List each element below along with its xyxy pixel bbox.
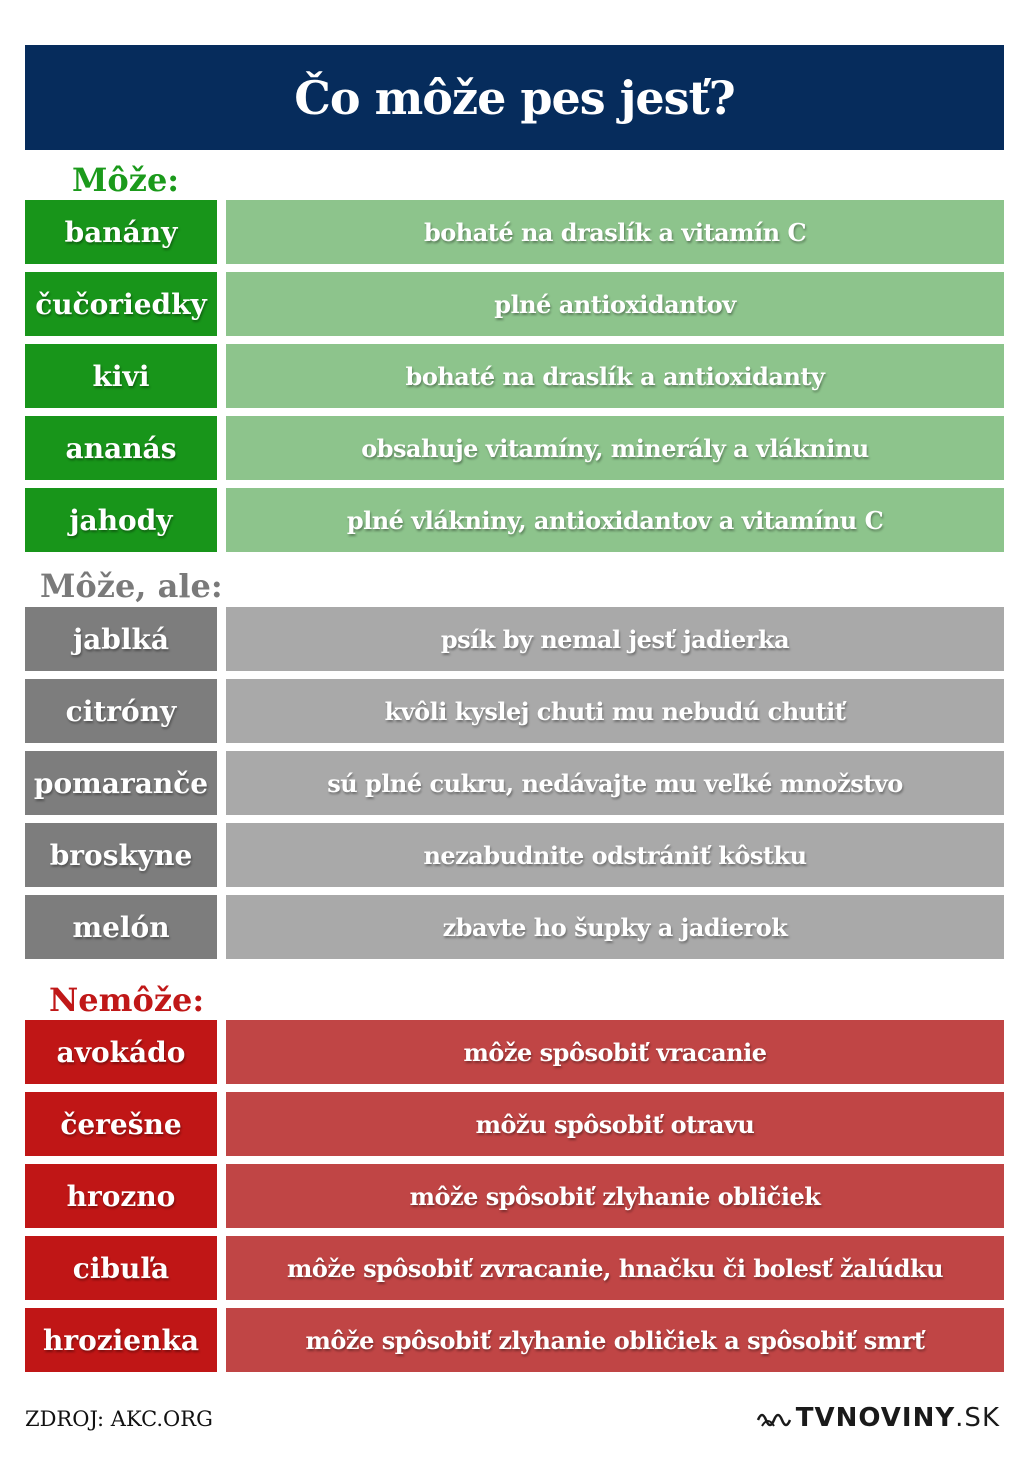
fruit-note: môže spôsobiť zlyhanie obličiek	[226, 1164, 1004, 1228]
fruit-row	[25, 607, 1004, 671]
logo-tld: .SK	[955, 1403, 1000, 1433]
fruit-name: pomaranče	[25, 751, 217, 815]
logo-brand: TVNOVINY	[795, 1403, 956, 1433]
fruit-name: ananás	[25, 416, 217, 480]
fruit-row	[25, 1164, 1004, 1228]
fruit-row	[25, 488, 1004, 552]
fruit-name: banány	[25, 200, 217, 264]
fruit-note: psík by nemal jesť jadierka	[226, 607, 1004, 671]
page-header	[25, 45, 1004, 150]
fruit-note: bohaté na draslík a vitamín C	[226, 200, 1004, 264]
fruit-name: citróny	[25, 679, 217, 743]
fruit-row	[25, 344, 1004, 408]
fruit-row	[25, 200, 1004, 264]
fruit-name: hrozno	[25, 1164, 217, 1228]
fruit-note: bohaté na draslík a antioxidanty	[226, 344, 1004, 408]
fruit-name: jablká	[25, 607, 217, 671]
fruit-row	[25, 895, 1004, 959]
fruit-name: avokádo	[25, 1020, 217, 1084]
fruit-name: hrozienka	[25, 1308, 217, 1372]
fruit-note: nezabudnite odstrániť kôstku	[226, 823, 1004, 887]
fruit-note: sú plné cukru, nedávajte mu veľké množstvo	[226, 751, 1004, 815]
fruit-note: môže spôsobiť vracanie	[226, 1020, 1004, 1084]
fruit-name: kivi	[25, 344, 217, 408]
fruit-row	[25, 272, 1004, 336]
fruit-note: zbavte ho šupky a jadierok	[226, 895, 1004, 959]
page-title: Čo môže pes jesť?	[294, 70, 735, 125]
fruit-note: môže spôsobiť zlyhanie obličiek a spôsobiť smrť	[226, 1308, 1004, 1372]
fruit-row	[25, 1020, 1004, 1084]
fruit-name: jahody	[25, 488, 217, 552]
fruit-row	[25, 679, 1004, 743]
fruit-row	[25, 1236, 1004, 1300]
section-label-yes: Môže:	[72, 161, 180, 199]
fruit-row	[25, 416, 1004, 480]
section-label-maybe: Môže, ale:	[40, 567, 223, 605]
fruit-note: plné vlákniny, antioxidantov a vitamínu C	[226, 488, 1004, 552]
fruit-note: kvôli kyslej chuti mu nebudú chutiť	[226, 679, 1004, 743]
fruit-name: čerešne	[25, 1092, 217, 1156]
fruit-row	[25, 1092, 1004, 1156]
fruit-note: môže spôsobiť zvracanie, hnačku či bolesť žalúdku	[226, 1236, 1004, 1300]
source-note: ZDROJ: AKC.ORG	[25, 1407, 213, 1431]
fruit-name: melón	[25, 895, 217, 959]
fruit-name: broskyne	[25, 823, 217, 887]
fruit-row	[25, 751, 1004, 815]
fruit-note: môžu spôsobiť otravu	[226, 1092, 1004, 1156]
fruit-note: plné antioxidantov	[226, 272, 1004, 336]
fruit-row	[25, 1308, 1004, 1372]
section-label-no: Nemôže:	[49, 981, 205, 1019]
wave-signal-icon	[756, 1406, 792, 1430]
fruit-note: obsahuje vitamíny, minerály a vlákninu	[226, 416, 1004, 480]
fruit-row	[25, 823, 1004, 887]
fruit-name: čučoriedky	[25, 272, 217, 336]
tvnoviny-logo	[756, 1400, 1000, 1436]
fruit-name: cibuľa	[25, 1236, 217, 1300]
